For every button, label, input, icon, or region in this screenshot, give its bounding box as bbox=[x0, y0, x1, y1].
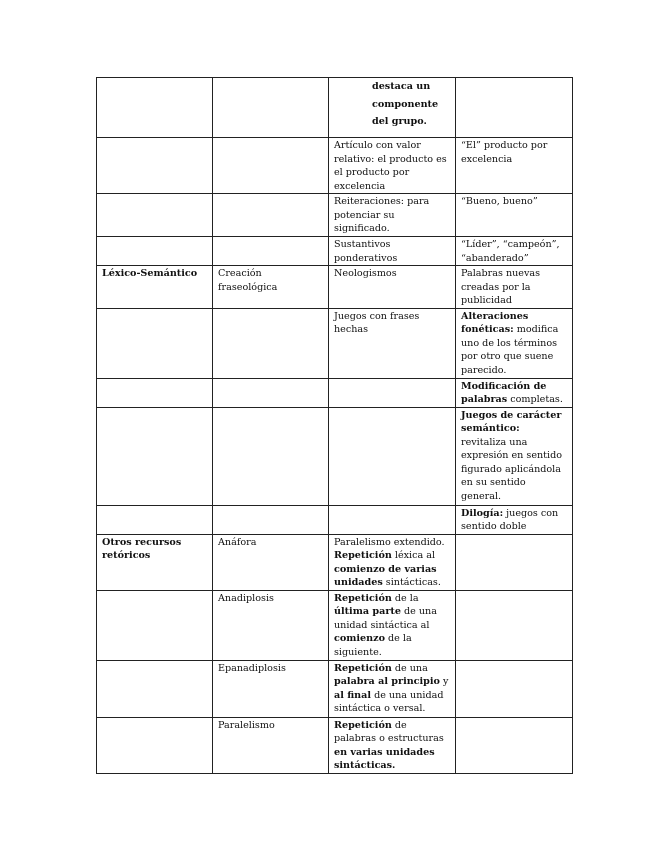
table-cell bbox=[97, 717, 213, 773]
table-cell: “Líder”, “campeón”, “abanderado” bbox=[456, 237, 573, 266]
cell-bold-text: Dilogía: bbox=[461, 507, 504, 519]
table-cell: Artículo con valor relativo: el producto es el producto por excelencia bbox=[329, 138, 456, 194]
table-cell bbox=[213, 505, 329, 534]
table-row bbox=[97, 266, 573, 309]
cell-bold-text: comienzo bbox=[334, 633, 385, 644]
table-cell: Anáfora bbox=[213, 534, 329, 590]
cell-text: de la bbox=[391, 592, 419, 604]
table-row bbox=[97, 660, 573, 717]
table-cell bbox=[329, 534, 456, 590]
table-cell bbox=[213, 237, 329, 266]
table-cell bbox=[97, 78, 213, 138]
table-cell bbox=[329, 407, 456, 505]
rhetoric-table bbox=[96, 77, 573, 774]
cell-bold-text: palabra al principio bbox=[334, 676, 440, 687]
table-row bbox=[97, 590, 573, 660]
cell-bold-text: al final bbox=[334, 689, 372, 701]
table-cell bbox=[456, 534, 573, 590]
table-cell bbox=[213, 378, 329, 407]
table-cell: Otros recursos retóricos bbox=[97, 534, 213, 590]
cell-bold-text: Modificación de palabras bbox=[461, 380, 547, 405]
table-cell bbox=[456, 378, 573, 407]
cell-text: Paralelismo extendido. bbox=[334, 536, 445, 548]
table-cell bbox=[456, 505, 573, 534]
cell-text: de palabras o estructuras bbox=[334, 719, 444, 744]
table-cell bbox=[97, 590, 213, 660]
table-row bbox=[97, 407, 573, 505]
table-row bbox=[97, 78, 573, 138]
cell-text: juegos con sentido doble bbox=[461, 507, 559, 532]
table-row bbox=[97, 505, 573, 534]
cell-bold-text: comienzo de varias unidades bbox=[334, 563, 437, 588]
table-cell bbox=[329, 660, 456, 717]
cell-bold-text: en varias unidades sintácticas. bbox=[334, 746, 435, 771]
table-row bbox=[97, 138, 573, 194]
table-cell bbox=[329, 505, 456, 534]
table-row bbox=[97, 308, 573, 378]
cell-text: revitaliza una expresión en sentido figurado aplicándola en su sentido general. bbox=[461, 436, 563, 502]
table-cell bbox=[213, 407, 329, 505]
table-cell bbox=[329, 378, 456, 407]
table-cell: Sustantivos ponderativos bbox=[329, 237, 456, 266]
cell-text: de la siguiente. bbox=[334, 633, 412, 658]
table-cell bbox=[329, 590, 456, 660]
table-cell bbox=[97, 237, 213, 266]
table-cell: “El” producto por excelencia bbox=[456, 138, 573, 194]
table-cell: Epanadiplosis bbox=[213, 660, 329, 717]
cell-bold-text: Repetición bbox=[334, 662, 392, 674]
cell-text: de una unidad sintáctica o versal. bbox=[334, 689, 444, 714]
table-cell bbox=[456, 717, 573, 773]
table-cell bbox=[456, 308, 573, 378]
table-cell: Creación fraseológica bbox=[213, 266, 329, 309]
cell-text: sintácticas. bbox=[382, 577, 441, 588]
table-cell bbox=[213, 138, 329, 194]
cell-text: léxica al bbox=[391, 550, 436, 561]
cell-bold-text: Juegos de carácter semántico: bbox=[461, 409, 562, 434]
table-cell bbox=[97, 194, 213, 237]
table-row bbox=[97, 534, 573, 590]
table-cell: Neologismos bbox=[329, 266, 456, 309]
table-cell: Paralelismo bbox=[213, 717, 329, 773]
table-row bbox=[97, 194, 573, 237]
table-cell bbox=[213, 194, 329, 237]
cell-bold-text: Repetición bbox=[334, 719, 392, 731]
cell-text: y bbox=[439, 676, 449, 687]
cell-text: de una bbox=[391, 662, 428, 674]
table-cell bbox=[97, 407, 213, 505]
cell-bold-text: Repetición bbox=[334, 550, 392, 561]
table-cell: Léxico-Semántico bbox=[97, 266, 213, 309]
table-cell bbox=[456, 590, 573, 660]
cell-text: de una unidad sintáctica al bbox=[334, 606, 437, 631]
table-cell bbox=[213, 308, 329, 378]
table-cell bbox=[97, 505, 213, 534]
table-row bbox=[97, 378, 573, 407]
cell-bold-text: Repetición bbox=[334, 592, 392, 604]
cell-text: modifica uno de los términos por otro que suene parecido. bbox=[461, 324, 559, 376]
table-cell: Anadiplosis bbox=[213, 590, 329, 660]
table-cell: Reiteraciones: para potenciar su significado. bbox=[329, 194, 456, 237]
table-cell bbox=[456, 660, 573, 717]
table-cell bbox=[97, 308, 213, 378]
table-cell: Palabras nuevas creadas por la publicidad bbox=[456, 266, 573, 309]
table-cell: “Bueno, bueno” bbox=[456, 194, 573, 237]
table-cell: Juegos con frases hechas bbox=[329, 308, 456, 378]
cell-bold-text: última parte bbox=[334, 606, 401, 617]
cell-bold-text: Alteraciones fonéticas: bbox=[461, 310, 529, 335]
table-cell bbox=[456, 78, 573, 138]
table-cell bbox=[97, 138, 213, 194]
table-cell bbox=[329, 717, 456, 773]
table-row bbox=[97, 717, 573, 773]
cell-text: completas. bbox=[507, 394, 563, 405]
table-cell bbox=[213, 78, 329, 138]
table-cell bbox=[97, 378, 213, 407]
table-cell bbox=[456, 407, 573, 505]
table-cell: destaca un componente del grupo. bbox=[329, 78, 456, 138]
table-row bbox=[97, 237, 573, 266]
table-cell bbox=[97, 660, 213, 717]
